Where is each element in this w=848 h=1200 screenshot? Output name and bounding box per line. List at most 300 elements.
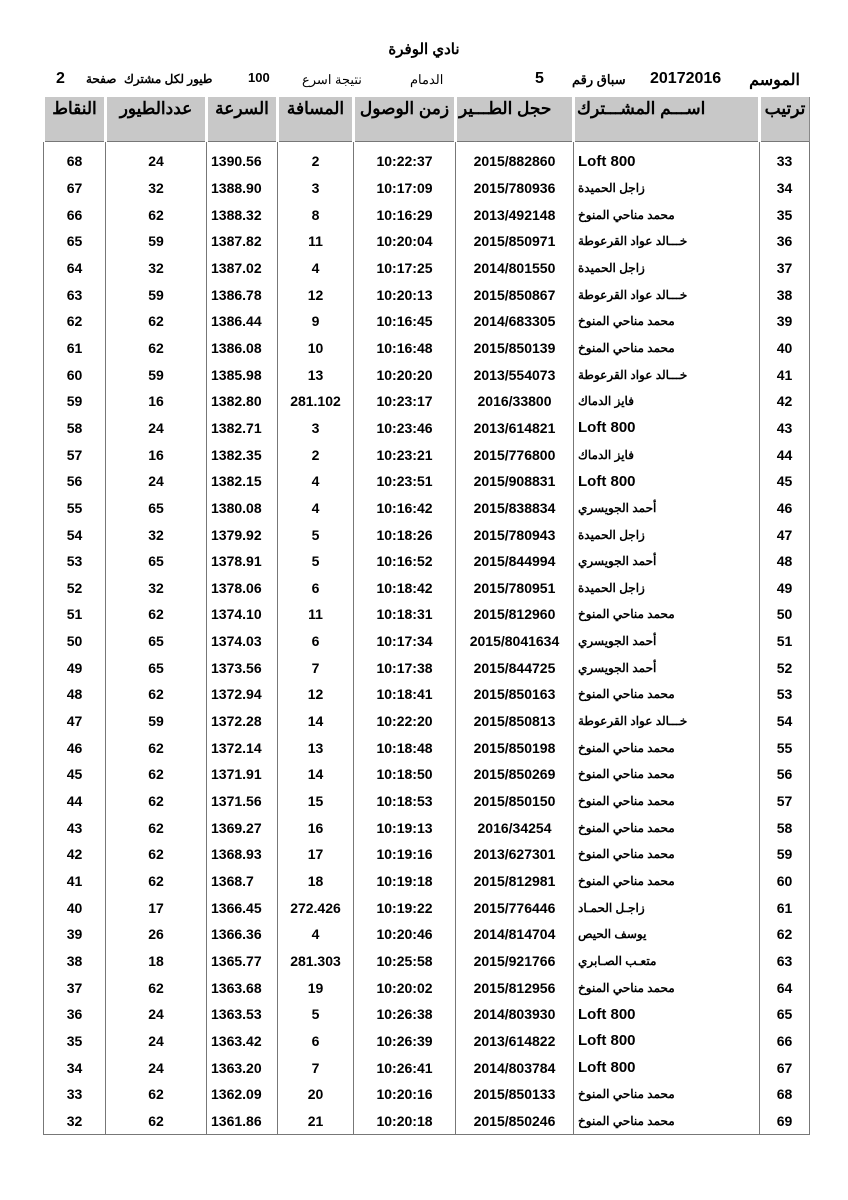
page-label: صفحة (86, 72, 117, 86)
col-distance-cell: 6 (278, 1028, 354, 1055)
col-points-cell: 35 (44, 1028, 106, 1055)
col-distance-cell: 11 (278, 601, 354, 628)
col-arrival-time-cell: 10:20:02 (354, 974, 456, 1001)
col-speed-cell: 1386.44 (207, 308, 278, 335)
col-rank-cell: 56 (760, 761, 810, 788)
season-value: 20172016 (650, 70, 722, 87)
col-speed-cell: 1382.80 (207, 388, 278, 415)
result-label: نتيجة اسرع (302, 72, 362, 87)
col-speed-cell: 1366.45 (207, 894, 278, 921)
col-ring-cell: 2014/801550 (456, 255, 574, 282)
col-distance-cell: 18 (278, 868, 354, 895)
col-arrival-time-cell: 10:26:38 (354, 1001, 456, 1028)
col-rank-cell: 52 (760, 654, 810, 681)
col-ring-cell: 2014/803930 (456, 1001, 574, 1028)
col-distance-cell: 4 (278, 468, 354, 495)
col-distance-cell: 12 (278, 281, 354, 308)
col-bird-count-header: عددالطيور (106, 97, 207, 142)
col-bird-count-cell: 32 (106, 521, 207, 548)
col-ring-cell: 2015/882860 (456, 148, 574, 175)
col-bird-count-cell: 62 (106, 868, 207, 895)
col-points-cell: 44 (44, 788, 106, 815)
col-participant-cell: محمد مناحي المنوخ (574, 868, 760, 895)
col-speed-cell: 1380.08 (207, 495, 278, 522)
col-participant-cell: فايز الدماك (574, 441, 760, 468)
col-speed-cell: 1387.02 (207, 255, 278, 282)
col-bird-count-cell: 62 (106, 841, 207, 868)
col-speed-cell: 1387.82 (207, 228, 278, 255)
col-bird-count-cell: 62 (106, 761, 207, 788)
col-ring-cell: 2013/492148 (456, 201, 574, 228)
col-speed-cell: 1382.35 (207, 441, 278, 468)
col-distance-cell: 3 (278, 415, 354, 442)
col-arrival-time-cell: 10:20:16 (354, 1081, 456, 1108)
col-rank-cell: 55 (760, 734, 810, 761)
col-participant-cell: خـــالد عواد القرعوطة (574, 708, 760, 735)
col-arrival-time-cell: 10:16:29 (354, 201, 456, 228)
col-rank-cell: 51 (760, 628, 810, 655)
col-rank-cell: 53 (760, 681, 810, 708)
col-distance-cell: 15 (278, 788, 354, 815)
col-points-cell: 63 (44, 281, 106, 308)
col-points-cell: 67 (44, 175, 106, 202)
col-rank-cell: 41 (760, 361, 810, 388)
col-rank-cell: 68 (760, 1081, 810, 1108)
col-bird-count-cell: 62 (106, 1108, 207, 1135)
col-ring-cell: 2015/812981 (456, 868, 574, 895)
table-row (44, 548, 810, 575)
col-rank-cell: 46 (760, 495, 810, 522)
col-distance-cell: 281.303 (278, 948, 354, 975)
col-bird-count-cell: 62 (106, 974, 207, 1001)
col-participant-cell: محمد مناحي المنوخ (574, 734, 760, 761)
col-ring-cell: 2013/614821 (456, 415, 574, 442)
col-distance-cell: 272.426 (278, 894, 354, 921)
table-row (44, 1108, 810, 1135)
col-points-cell: 36 (44, 1001, 106, 1028)
club-title: نادي الوفرة (388, 41, 460, 58)
col-participant-cell: محمد مناحي المنوخ (574, 761, 760, 788)
season-label: الموسم (749, 72, 800, 89)
col-ring-cell: 2014/803784 (456, 1054, 574, 1081)
col-speed-cell: 1388.32 (207, 201, 278, 228)
col-rank-cell: 47 (760, 521, 810, 548)
col-bird-count-cell: 16 (106, 441, 207, 468)
col-ring-cell: 2015/850163 (456, 681, 574, 708)
col-distance-cell: 4 (278, 495, 354, 522)
col-arrival-time-cell: 10:19:16 (354, 841, 456, 868)
col-ring-cell: 2015/850139 (456, 335, 574, 362)
col-participant-cell: محمد مناحي المنوخ (574, 788, 760, 815)
col-points-cell: 51 (44, 601, 106, 628)
col-points-cell: 49 (44, 654, 106, 681)
col-rank-cell: 49 (760, 575, 810, 602)
col-bird-count-cell: 65 (106, 654, 207, 681)
col-ring-cell: 2016/34254 (456, 814, 574, 841)
table-row (44, 361, 810, 388)
col-participant-cell: محمد مناحي المنوخ (574, 681, 760, 708)
col-speed-cell: 1378.91 (207, 548, 278, 575)
col-points-cell: 48 (44, 681, 106, 708)
col-speed-cell: 1390.56 (207, 148, 278, 175)
table-row (44, 255, 810, 282)
col-ring-cell: 2014/683305 (456, 308, 574, 335)
col-speed-cell: 1368.7 (207, 868, 278, 895)
col-rank-cell: 45 (760, 468, 810, 495)
col-bird-count-cell: 62 (106, 1081, 207, 1108)
col-speed-cell: 1372.14 (207, 734, 278, 761)
col-distance-cell: 2 (278, 148, 354, 175)
col-participant-cell: Loft 800 (574, 1054, 760, 1081)
col-rank-cell: 69 (760, 1108, 810, 1135)
col-arrival-time-cell: 10:16:48 (354, 335, 456, 362)
col-participant-cell: زاجل الحميدة (574, 521, 760, 548)
col-speed-cell: 1363.53 (207, 1001, 278, 1028)
col-distance-cell: 17 (278, 841, 354, 868)
col-participant-cell: أحمد الجويسري (574, 654, 760, 681)
col-points-cell: 39 (44, 921, 106, 948)
col-arrival-time-cell: 10:17:25 (354, 255, 456, 282)
col-bird-count-cell: 62 (106, 601, 207, 628)
col-distance-cell: 21 (278, 1108, 354, 1135)
col-ring-cell: 2015/844994 (456, 548, 574, 575)
race-label: سباق رقم (572, 72, 626, 87)
col-points-cell: 37 (44, 974, 106, 1001)
col-points-cell: 66 (44, 201, 106, 228)
col-speed-cell: 1361.86 (207, 1108, 278, 1135)
col-distance-cell: 12 (278, 681, 354, 708)
col-distance-header: المسافة (278, 97, 354, 142)
table-row (44, 1054, 810, 1081)
col-bird-count-cell: 24 (106, 1028, 207, 1055)
col-points-cell: 56 (44, 468, 106, 495)
col-arrival-time-cell: 10:18:26 (354, 521, 456, 548)
col-bird-count-cell: 17 (106, 894, 207, 921)
col-bird-count-cell: 62 (106, 681, 207, 708)
col-participant-cell: أحمد الجويسري (574, 628, 760, 655)
table-row (44, 628, 810, 655)
col-distance-cell: 10 (278, 335, 354, 362)
col-bird-count-cell: 59 (106, 361, 207, 388)
col-rank-cell: 64 (760, 974, 810, 1001)
col-points-cell: 41 (44, 868, 106, 895)
col-ring-cell: 2015/850150 (456, 788, 574, 815)
table-row (44, 1081, 810, 1108)
col-distance-cell: 5 (278, 548, 354, 575)
col-participant-cell: خـــالد عواد القرعوطة (574, 281, 760, 308)
table-row (44, 788, 810, 815)
table-row (44, 681, 810, 708)
col-participant-cell: Loft 800 (574, 148, 760, 175)
col-ring-cell: 2015/850971 (456, 228, 574, 255)
col-participant-cell: محمد مناحي المنوخ (574, 974, 760, 1001)
col-points-cell: 45 (44, 761, 106, 788)
table-row (44, 761, 810, 788)
col-participant-cell: أحمد الجويسري (574, 495, 760, 522)
col-distance-cell: 8 (278, 201, 354, 228)
col-participant-cell: فايز الدماك (574, 388, 760, 415)
table-row (44, 308, 810, 335)
col-rank-cell: 59 (760, 841, 810, 868)
col-bird-count-cell: 24 (106, 1054, 207, 1081)
col-participant-cell: Loft 800 (574, 1001, 760, 1028)
col-arrival-time-cell: 10:18:50 (354, 761, 456, 788)
col-distance-cell: 13 (278, 734, 354, 761)
col-ring-cell: 2014/814704 (456, 921, 574, 948)
col-points-header: النقاط (44, 97, 106, 142)
col-points-cell: 68 (44, 148, 106, 175)
col-arrival-time-cell: 10:26:39 (354, 1028, 456, 1055)
col-bird-count-cell: 32 (106, 175, 207, 202)
col-rank-cell: 60 (760, 868, 810, 895)
table-row (44, 868, 810, 895)
col-rank-cell: 42 (760, 388, 810, 415)
col-arrival-time-cell: 10:20:20 (354, 361, 456, 388)
col-points-cell: 42 (44, 841, 106, 868)
col-arrival-time-cell: 10:18:41 (354, 681, 456, 708)
col-arrival-time-cell: 10:18:53 (354, 788, 456, 815)
col-bird-count-cell: 24 (106, 1001, 207, 1028)
col-points-cell: 43 (44, 814, 106, 841)
col-bird-count-cell: 32 (106, 575, 207, 602)
table-row (44, 948, 810, 975)
col-participant-cell: زاجل الحميدة (574, 575, 760, 602)
table-row (44, 894, 810, 921)
col-distance-cell: 5 (278, 1001, 354, 1028)
table-row (44, 654, 810, 681)
col-speed-cell: 1369.27 (207, 814, 278, 841)
col-bird-count-cell: 16 (106, 388, 207, 415)
col-ring-cell: 2015/8041634 (456, 628, 574, 655)
col-rank-header: ترتيب (760, 97, 810, 142)
col-points-cell: 58 (44, 415, 106, 442)
col-ring-cell: 2015/908831 (456, 468, 574, 495)
col-points-cell: 53 (44, 548, 106, 575)
col-rank-cell: 39 (760, 308, 810, 335)
col-arrival-time-cell: 10:23:46 (354, 415, 456, 442)
col-points-cell: 65 (44, 228, 106, 255)
table-row (44, 1028, 810, 1055)
col-points-cell: 52 (44, 575, 106, 602)
table-header (44, 97, 810, 142)
col-bird-count-cell: 65 (106, 495, 207, 522)
col-distance-cell: 4 (278, 255, 354, 282)
col-points-cell: 62 (44, 308, 106, 335)
col-distance-cell: 2 (278, 441, 354, 468)
col-distance-cell: 11 (278, 228, 354, 255)
col-distance-cell: 7 (278, 1054, 354, 1081)
col-speed-cell: 1374.10 (207, 601, 278, 628)
table-row (44, 575, 810, 602)
col-participant-cell: يوسف الحيص (574, 921, 760, 948)
col-speed-cell: 1386.78 (207, 281, 278, 308)
race-number: 5 (535, 70, 544, 87)
col-distance-cell: 20 (278, 1081, 354, 1108)
col-ring-cell: 2015/921766 (456, 948, 574, 975)
col-distance-cell: 19 (278, 974, 354, 1001)
col-bird-count-cell: 24 (106, 148, 207, 175)
col-bird-count-cell: 26 (106, 921, 207, 948)
col-arrival-time-cell: 10:19:18 (354, 868, 456, 895)
col-arrival-time-cell: 10:16:45 (354, 308, 456, 335)
col-ring-cell: 2015/838834 (456, 495, 574, 522)
col-arrival-time-cell: 10:16:42 (354, 495, 456, 522)
col-arrival-time-cell: 10:17:38 (354, 654, 456, 681)
col-rank-cell: 63 (760, 948, 810, 975)
col-distance-cell: 7 (278, 654, 354, 681)
table-row (44, 468, 810, 495)
col-speed-cell: 1371.91 (207, 761, 278, 788)
col-bird-count-cell: 62 (106, 788, 207, 815)
col-bird-count-cell: 59 (106, 228, 207, 255)
col-rank-cell: 40 (760, 335, 810, 362)
col-bird-count-cell: 62 (106, 335, 207, 362)
col-arrival-time-cell: 10:19:13 (354, 814, 456, 841)
col-rank-cell: 50 (760, 601, 810, 628)
col-arrival-time-cell: 10:22:37 (354, 148, 456, 175)
table-row (44, 734, 810, 761)
col-ring-cell: 2015/780943 (456, 521, 574, 548)
col-speed-cell: 1372.28 (207, 708, 278, 735)
col-ring-cell: 2015/850198 (456, 734, 574, 761)
col-speed-cell: 1373.56 (207, 654, 278, 681)
col-ring-cell: 2015/780951 (456, 575, 574, 602)
col-rank-cell: 33 (760, 148, 810, 175)
col-participant-cell: متعـب الصـابري (574, 948, 760, 975)
col-bird-count-cell: 65 (106, 548, 207, 575)
col-bird-count-cell: 62 (106, 734, 207, 761)
col-rank-cell: 62 (760, 921, 810, 948)
col-rank-cell: 57 (760, 788, 810, 815)
col-bird-count-cell: 24 (106, 415, 207, 442)
col-participant-cell: أحمد الجويسري (574, 548, 760, 575)
col-arrival-time-cell: 10:18:48 (354, 734, 456, 761)
table-row (44, 201, 810, 228)
col-participant-cell: محمد مناحي المنوخ (574, 814, 760, 841)
col-bird-count-cell: 59 (106, 708, 207, 735)
col-ring-cell: 2013/554073 (456, 361, 574, 388)
col-arrival-time-cell: 10:23:17 (354, 388, 456, 415)
col-arrival-time-cell: 10:23:51 (354, 468, 456, 495)
col-points-cell: 55 (44, 495, 106, 522)
results-table (42, 97, 810, 1135)
col-rank-cell: 44 (760, 441, 810, 468)
col-participant-cell: Loft 800 (574, 468, 760, 495)
birds-per-member-label: طيور لكل مشترك (124, 72, 213, 86)
table-row (44, 335, 810, 362)
col-arrival-time-cell: 10:17:34 (354, 628, 456, 655)
table-row (44, 974, 810, 1001)
col-participant-cell: زاجل الحميدة (574, 175, 760, 202)
col-points-cell: 59 (44, 388, 106, 415)
col-speed-cell: 1388.90 (207, 175, 278, 202)
col-distance-cell: 5 (278, 521, 354, 548)
col-rank-cell: 38 (760, 281, 810, 308)
col-speed-cell: 1363.68 (207, 974, 278, 1001)
col-ring-cell: 2015/844725 (456, 654, 574, 681)
col-arrival-time-cell: 10:20:18 (354, 1108, 456, 1135)
col-ring-cell: 2013/627301 (456, 841, 574, 868)
table-row (44, 814, 810, 841)
col-ring-cell: 2015/850246 (456, 1108, 574, 1135)
col-ring-cell: 2015/850133 (456, 1081, 574, 1108)
col-points-cell: 40 (44, 894, 106, 921)
col-participant-cell: محمد مناحي المنوخ (574, 201, 760, 228)
col-ring-cell: 2015/780936 (456, 175, 574, 202)
col-speed-cell: 1366.36 (207, 921, 278, 948)
col-rank-cell: 65 (760, 1001, 810, 1028)
col-speed-cell: 1363.20 (207, 1054, 278, 1081)
col-participant-cell: محمد مناحي المنوخ (574, 1108, 760, 1135)
col-bird-count-cell: 62 (106, 814, 207, 841)
col-distance-cell: 6 (278, 575, 354, 602)
col-rank-cell: 43 (760, 415, 810, 442)
col-speed-cell: 1378.06 (207, 575, 278, 602)
col-bird-count-cell: 18 (106, 948, 207, 975)
col-points-cell: 47 (44, 708, 106, 735)
col-arrival-time-cell: 10:18:42 (354, 575, 456, 602)
col-bird-count-cell: 59 (106, 281, 207, 308)
col-speed-header: السرعة (207, 97, 278, 142)
col-distance-cell: 9 (278, 308, 354, 335)
col-bird-count-cell: 65 (106, 628, 207, 655)
col-distance-cell: 281.102 (278, 388, 354, 415)
race-location: الدمام (410, 72, 444, 87)
col-ring-cell: 2015/812960 (456, 601, 574, 628)
col-speed-cell: 1363.42 (207, 1028, 278, 1055)
col-speed-cell: 1362.09 (207, 1081, 278, 1108)
table-row (44, 281, 810, 308)
col-distance-cell: 16 (278, 814, 354, 841)
col-bird-count-cell: 24 (106, 468, 207, 495)
col-ring-cell: 2016/33800 (456, 388, 574, 415)
col-points-cell: 46 (44, 734, 106, 761)
col-arrival-time-header: زمن الوصول (354, 97, 456, 142)
col-ring-cell: 2013/614822 (456, 1028, 574, 1055)
col-participant-cell: Loft 800 (574, 415, 760, 442)
col-rank-cell: 36 (760, 228, 810, 255)
col-participant-cell: Loft 800 (574, 1028, 760, 1055)
col-points-cell: 34 (44, 1054, 106, 1081)
col-points-cell: 38 (44, 948, 106, 975)
page-number: 2 (56, 70, 65, 87)
table-row (44, 228, 810, 255)
col-bird-count-cell: 62 (106, 201, 207, 228)
col-ring-cell: 2015/776800 (456, 441, 574, 468)
col-speed-cell: 1379.92 (207, 521, 278, 548)
col-speed-cell: 1368.93 (207, 841, 278, 868)
col-rank-cell: 58 (760, 814, 810, 841)
col-distance-cell: 6 (278, 628, 354, 655)
table-row (44, 415, 810, 442)
col-participant-cell: خـــالد عواد القرعوطة (574, 361, 760, 388)
col-points-cell: 50 (44, 628, 106, 655)
col-ring-header: حجل الطـــير (456, 97, 574, 142)
col-points-cell: 64 (44, 255, 106, 282)
col-points-cell: 32 (44, 1108, 106, 1135)
col-participant-cell: محمد مناحي المنوخ (574, 335, 760, 362)
col-points-cell: 61 (44, 335, 106, 362)
col-participant-cell: محمد مناحي المنوخ (574, 1081, 760, 1108)
col-distance-cell: 3 (278, 175, 354, 202)
col-bird-count-cell: 32 (106, 255, 207, 282)
col-bird-count-cell: 62 (106, 308, 207, 335)
col-participant-header: اســـم المشـــترك (574, 97, 760, 142)
table-row (44, 148, 810, 175)
col-rank-cell: 35 (760, 201, 810, 228)
col-ring-cell: 2015/850813 (456, 708, 574, 735)
col-speed-cell: 1382.15 (207, 468, 278, 495)
